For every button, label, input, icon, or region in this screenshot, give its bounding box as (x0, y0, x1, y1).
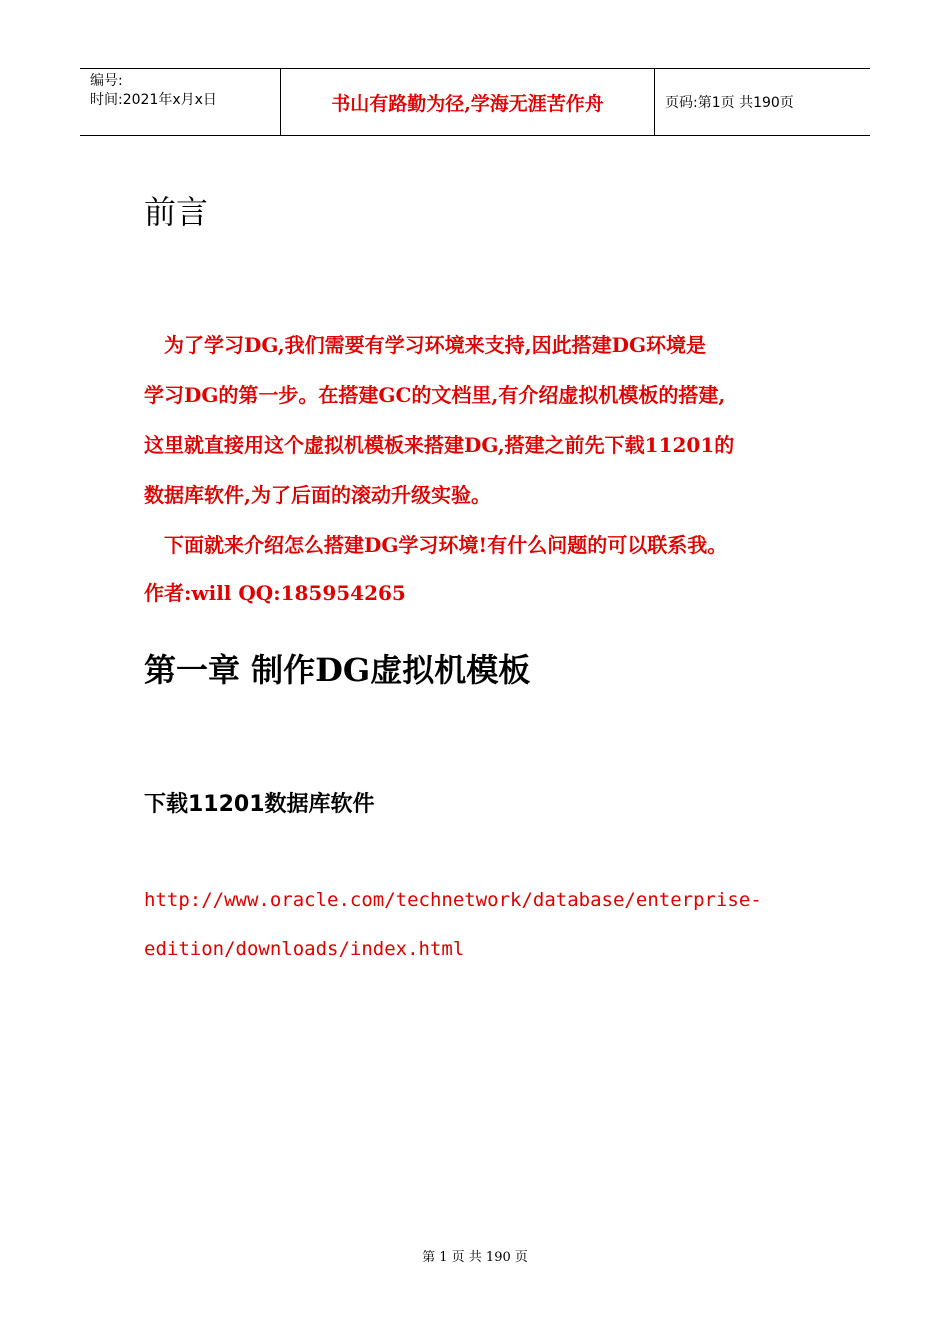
preface-line-2: 学习DG的第一步。在搭建GC的文档里,有介绍虚拟机模板的搭建, (144, 383, 726, 407)
chapter-title-prefix: 第一章 制作 (144, 651, 316, 689)
header-meta-cell (80, 69, 281, 135)
section-title: 下载11201数据库软件 (144, 792, 375, 817)
page-footer (0, 1246, 950, 1265)
download-link-line-1[interactable]: http://www.oracle.com/technetwork/database/enterprise- (144, 889, 762, 911)
document-date-label: 时间:2021年x月x日 (90, 92, 217, 108)
preface-title: 前言 (144, 193, 209, 231)
footer-page-number: 第 1 页 共 190 页 (422, 1250, 528, 1265)
chapter-title-suffix: 虚拟机模板 (370, 651, 531, 689)
preface-line-5: 下面就来介绍怎么搭建DG学习环境!有什么问题的可以联系我。 (144, 533, 728, 557)
header-page-cell (655, 69, 870, 135)
chapter-title (144, 650, 530, 690)
download-link-line-2[interactable]: edition/downloads/index.html (144, 938, 465, 960)
header-motto: 书山有路勤为径,学海无涯苦作舟 (331, 92, 604, 115)
chapter-title-bold: DG (315, 651, 371, 689)
header-page-info: 页码:第1页 共190页 (665, 95, 794, 111)
preface-line-4: 数据库软件,为了后面的滚动升级实验。 (144, 483, 491, 507)
preface-line-1: 为了学习DG,我们需要有学习环境来支持,因此搭建DG环境是 (144, 333, 707, 357)
header-motto-cell (281, 69, 655, 135)
preface-line-3: 这里就直接用这个虚拟机模板来搭建DG,搭建之前先下载11201的 (144, 433, 735, 457)
page-header (80, 68, 870, 136)
document-number-label: 编号: (90, 73, 123, 89)
author-contact: 作者:will QQ:185954265 (144, 581, 406, 605)
